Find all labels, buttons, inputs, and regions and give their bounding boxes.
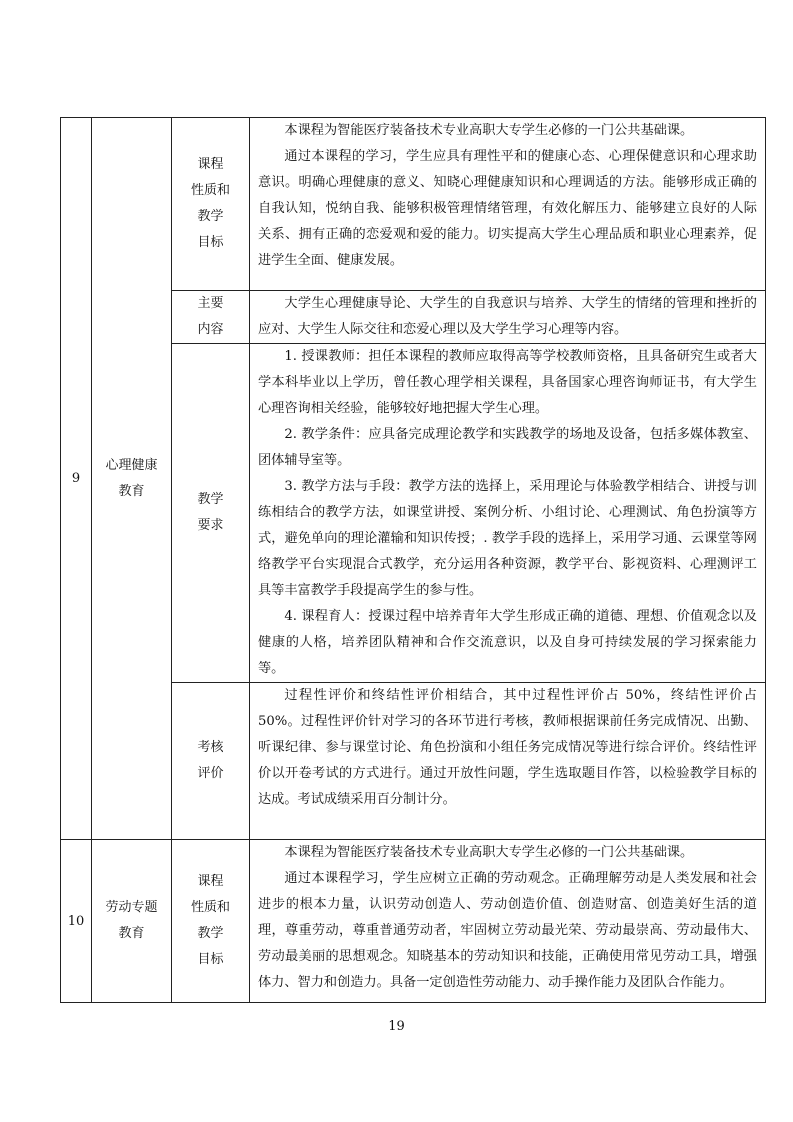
section-content xyxy=(250,118,766,291)
label-line: 目标 xyxy=(197,235,224,250)
label-line: 教学 xyxy=(197,926,224,941)
label-line: 课程 xyxy=(197,157,224,172)
section-content xyxy=(250,683,766,840)
row-number: 10 xyxy=(61,840,92,1003)
table-row xyxy=(61,840,766,1003)
course-name xyxy=(92,840,172,1003)
paragraph: 通过本课程的学习，学生应具有理性平和的健康心态、心理保健意识和心理求助意识。明确心理健康的意义、知晓心理健康知识和心理调适的方法。能够形成正确的自我认知，悦纳自我、能够积极管理情绪管理，有效化解压力、能够建立良好的人际关系、拥有正确的恋爱观和爱的能力。切实提高大学生心理品质和职业心理素养，促进学生全面、健康发展。 xyxy=(258,149,757,268)
paragraph: 大学生心理健康导论、大学生的自我意识与培养、大学生的情绪的管理和挫折的应对、大学生人际交往和恋爱心理以及大学生学习心理等内容。 xyxy=(258,296,757,337)
section-label xyxy=(172,118,250,291)
paragraph: 本课程为智能医疗装备技术专业高职大专学生必修的一门公共基础课。 xyxy=(284,123,694,138)
section-label xyxy=(172,291,250,344)
label-line: 要求 xyxy=(197,518,224,533)
table-row xyxy=(61,118,766,291)
section-label xyxy=(172,840,250,1003)
label-line: 主要 xyxy=(197,296,224,311)
section-content xyxy=(250,291,766,344)
row-number: 9 xyxy=(61,118,92,840)
curriculum-table xyxy=(60,117,766,1003)
course-name-line: 心理健康 xyxy=(105,457,158,473)
paragraph: 2. 教学条件：应具备完成理论教学和实践教学的场地及设备，包括多媒体教室、团体辅导室等。 xyxy=(258,427,757,468)
paragraph: 1. 授课教师：担任本课程的教师应取得高等学校教师资格，且具备研究生或者大学本科毕业以上学历，曾任教心理学相关课程，具备国家心理咨询师证书，有大学生心理咨询相关经验，能够较好地把握大学生心理。 xyxy=(258,349,757,416)
page-number: 19 xyxy=(388,1019,405,1034)
section-label xyxy=(172,683,250,840)
paragraph: 4. 课程育人：授课过程中培养青年大学生形成正确的道德、理想、价值观念以及健康的人格，培养团队精神和合作交流意识，以及自身可持续发展的学习探索能力等。 xyxy=(258,609,757,676)
section-label xyxy=(172,344,250,683)
section-content xyxy=(250,840,766,1003)
label-line: 教学 xyxy=(197,492,224,507)
paragraph: 通过本课程学习，学生应树立正确的劳动观念。正确理解劳动是人类发展和社会进步的根本力量，认识劳动创造人、劳动创造价值、创造财富、创造美好生活的道理，尊重劳动，尊重普通劳动者，牢固树立劳动最光荣、劳动最崇高、劳动最伟大、劳动最美丽的思想观念。知晓基本的劳动知识和技能，正确使用常见劳动工具，增强体力、智力和创造力。具备一定创造性劳动能力、动手操作能力及团队合作能力。 xyxy=(258,871,757,990)
label-line: 评价 xyxy=(197,766,224,781)
label-line: 性质和 xyxy=(190,183,230,198)
section-content xyxy=(250,344,766,683)
paragraph: 本课程为智能医疗装备技术专业高职大专学生必修的一门公共基础课。 xyxy=(284,845,694,860)
label-line: 内容 xyxy=(197,322,224,337)
label-line: 性质和 xyxy=(190,900,230,915)
course-name-line: 劳动专题 xyxy=(105,900,158,915)
label-line: 课程 xyxy=(197,874,224,889)
course-name xyxy=(92,118,172,840)
course-name-line: 教育 xyxy=(118,926,145,941)
label-line: 目标 xyxy=(197,952,224,967)
label-line: 考核 xyxy=(197,740,224,755)
course-name-line: 教育 xyxy=(118,483,145,499)
paragraph: 过程性评价和终结性评价相结合，其中过程性评价占 50%，终结性评价占 50%。过程性评价针对学习的各环节进行考核，教师根据课前任务完成情况、出勤、听课纪律、参与课堂讨论、角色扮演和小组任务完成情况等进行综合评价。终结性评价以开卷考试的方式进行。通过开放性问题，学生选取题目作答，以检验教学目标的达成。考试成绩采用百分制计分。 xyxy=(258,688,757,807)
label-line: 教学 xyxy=(197,209,224,224)
paragraph: 3. 教学方法与手段：教学方法的选择上，采用理论与体验教学相结合、讲授与训练相结合的教学方法，如课堂讲授、案例分析、小组讨论、心理测试、角色扮演等方式，避免单向的理论灌输和知识传授；. 教学手段的选择上，采用学习通、云课堂等网络教学平台实现混合式教学，充分运用各种资源，教学平台、影视资料、心理测评工具等丰富教学手段提高学生的参与性。 xyxy=(258,479,757,598)
